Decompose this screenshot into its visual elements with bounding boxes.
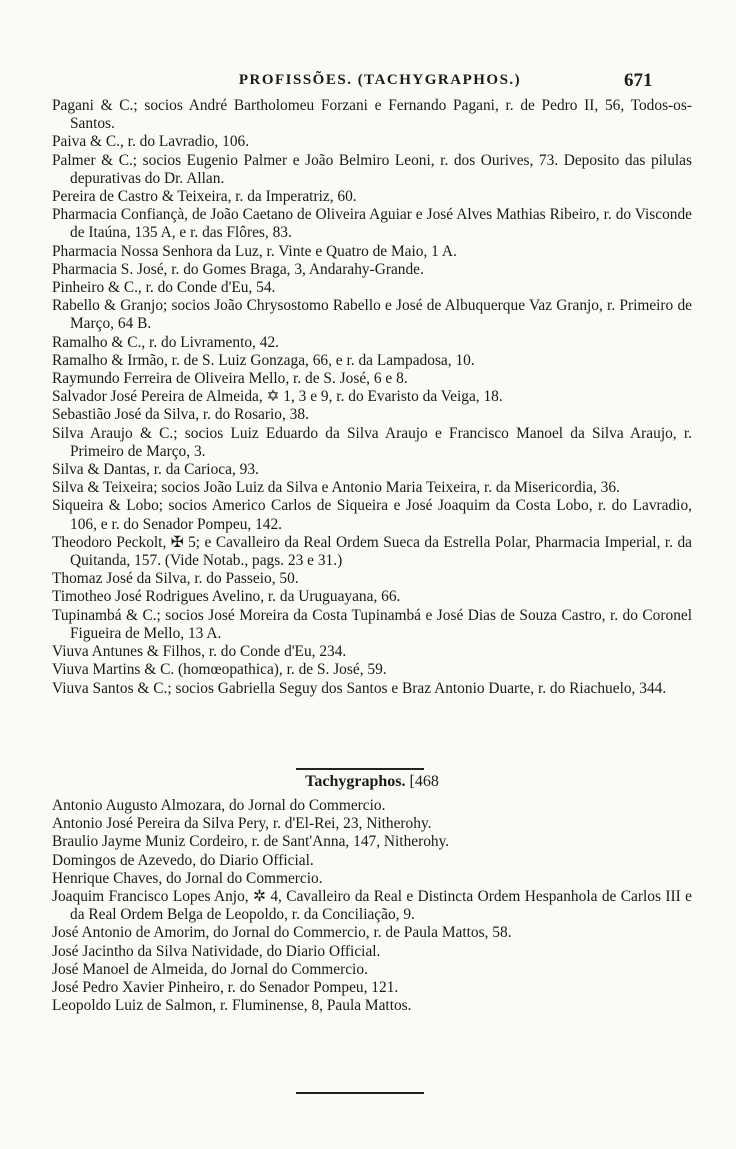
tachygraphos-list	[52, 797, 692, 1015]
list-entry: Rabello & Granjo; socios João Chrysostomo Rabello e José de Albuquerque Vaz Granjo, r. Primeiro de Março, 64 B.	[52, 297, 692, 333]
list-entry: Pharmacia S. José, r. do Gomes Braga, 3, Andarahy-Grande.	[52, 260, 424, 278]
list-entry: Antonio José Pereira da Silva Pery, r. d'El-Rei, 23, Nitherohy.	[52, 815, 432, 833]
list-entry: Theodoro Peckolt, ✠ 5; e Cavalleiro da Real Ordem Sueca da Estrella Polar, Pharmacia Imperial, r. da Quitanda, 157. (Vide Notab., pags. 23 e 31.)	[52, 533, 692, 570]
list-entry: José Pedro Xavier Pinheiro, r. do Senador Pompeu, 121.	[52, 979, 399, 997]
list-entry: Sebastião José da Silva, r. do Rosario, 38.	[52, 406, 309, 424]
list-entry: Pinheiro & C., r. do Conde d'Eu, 54.	[52, 279, 276, 297]
page-header: PROFISSÕES. (TACHYGRAPHOS.)	[238, 72, 522, 88]
list-entry: Ramalho & Irmão, r. de S. Luiz Gonzaga, 66, e r. da Lampadosa, 10.	[52, 351, 475, 369]
list-entry: José Manoel de Almeida, do Jornal do Commercio.	[52, 960, 368, 978]
list-entry: José Jacintho da Silva Natividade, do Diario Official.	[52, 942, 381, 960]
list-entry: Pharmacia Confiançà, de João Caetano de Oliveira Aguiar e José Alves Mathias Ribeiro, r. do Visconde de Itaúna, 135 A, e r. das Flôres, 83.	[52, 206, 692, 242]
list-entry: Salvador José Pereira de Almeida, ✡ 1, 3 e 9, r. do Evaristo da Veiga, 18.	[52, 388, 503, 406]
list-entry: Braulio Jayme Muniz Cordeiro, r. de Sant'Anna, 147, Nitherohy.	[52, 833, 450, 851]
list-entry: Pharmacia Nossa Senhora da Luz, r. Vinte e Quatro de Maio, 1 A.	[52, 242, 457, 260]
list-entry: Viuva Martins & C. (homœopathica), r. de S. José, 59.	[52, 661, 387, 679]
list-entry: Tupinambá & C.; socios José Moreira da Costa Tupinambá e José Dias de Souza Castro, r. do Coronel Figueira de Mello, 13 A.	[52, 606, 692, 642]
list-entry: Raymundo Ferreira de Oliveira Mello, r. de S. José, 6 e 8.	[52, 370, 408, 388]
list-entry: Pagani & C.; socios André Bartholomeu Forzani e Fernando Pagani, r. de Pedro II, 56, Todos-os-Santos.	[52, 97, 692, 133]
divider-rule-upper	[296, 768, 424, 770]
list-entry: Pereira de Castro & Teixeira, r. da Imperatriz, 60.	[52, 188, 357, 206]
section-title-text: Tachygraphos.	[305, 773, 406, 790]
list-entry: Palmer & C.; socios Eugenio Palmer e João Belmiro Leoni, r. dos Ourives, 73. Deposito das pilulas depurativas do Dr. Allan.	[52, 151, 692, 187]
list-entry: Siqueira & Lobo; socios Americo Carlos de Siqueira e José Joaquim da Costa Lobo, r. do Lavradio, 106, e r. do Senador Pompeu, 142.	[52, 497, 692, 533]
list-entry: Thomaz José da Silva, r. do Passeio, 50.	[52, 570, 299, 588]
list-entry: Antonio Augusto Almozara, do Jornal do Commercio.	[52, 797, 386, 814]
list-entry: Joaquim Francisco Lopes Anjo, ✲ 4, Cavalleiro da Real e Distincta Ordem Hespanhola de Carlos III e da Real Ordem Belga de Leopoldo, r. da Conciliação, 9.	[52, 888, 692, 924]
list-entry: Paiva & C., r. do Lavradio, 106.	[52, 133, 250, 151]
list-entry: Ramalho & C., r. do Livramento, 42.	[52, 333, 279, 351]
list-entry: Domingos de Azevedo, do Diario Official.	[52, 851, 314, 869]
list-entry: Silva & Dantas, r. da Carioca, 93.	[52, 461, 259, 479]
list-entry: Silva Araujo & C.; socios Luiz Eduardo da Silva Araujo e Francisco Manoel da Silva Araujo, r. Primeiro de Março, 3.	[52, 424, 692, 460]
list-entry: Viuva Antunes & Filhos, r. do Conde d'Eu, 234.	[52, 643, 347, 661]
section-heading-block	[52, 772, 692, 792]
pharmacy-list	[52, 97, 692, 698]
list-entry: José Antonio de Amorim, do Jornal do Commercio, r. de Paula Mattos, 58.	[52, 924, 512, 942]
list-entry: Viuva Santos & C.; socios Gabriella Seguy dos Santos e Braz Antonio Duarte, r. do Riachuelo, 344.	[52, 679, 667, 697]
list-entry: Silva & Teixeira; socios João Luiz da Silva e Antonio Maria Teixeira, r. da Misericordia, 36.	[52, 479, 620, 497]
list-entry: Leopoldo Luiz de Salmon, r. Fluminense, 8, Paula Mattos.	[52, 997, 412, 1015]
list-entry: Timotheo José Rodrigues Avelino, r. da Uruguayana, 66.	[52, 588, 401, 606]
section-title	[52, 772, 692, 792]
section-count: [468	[409, 773, 439, 790]
list-entry: Henrique Chaves, do Jornal do Commercio.	[52, 869, 323, 887]
divider-rule-lower	[296, 1092, 424, 1094]
page-number: 671	[624, 70, 653, 91]
